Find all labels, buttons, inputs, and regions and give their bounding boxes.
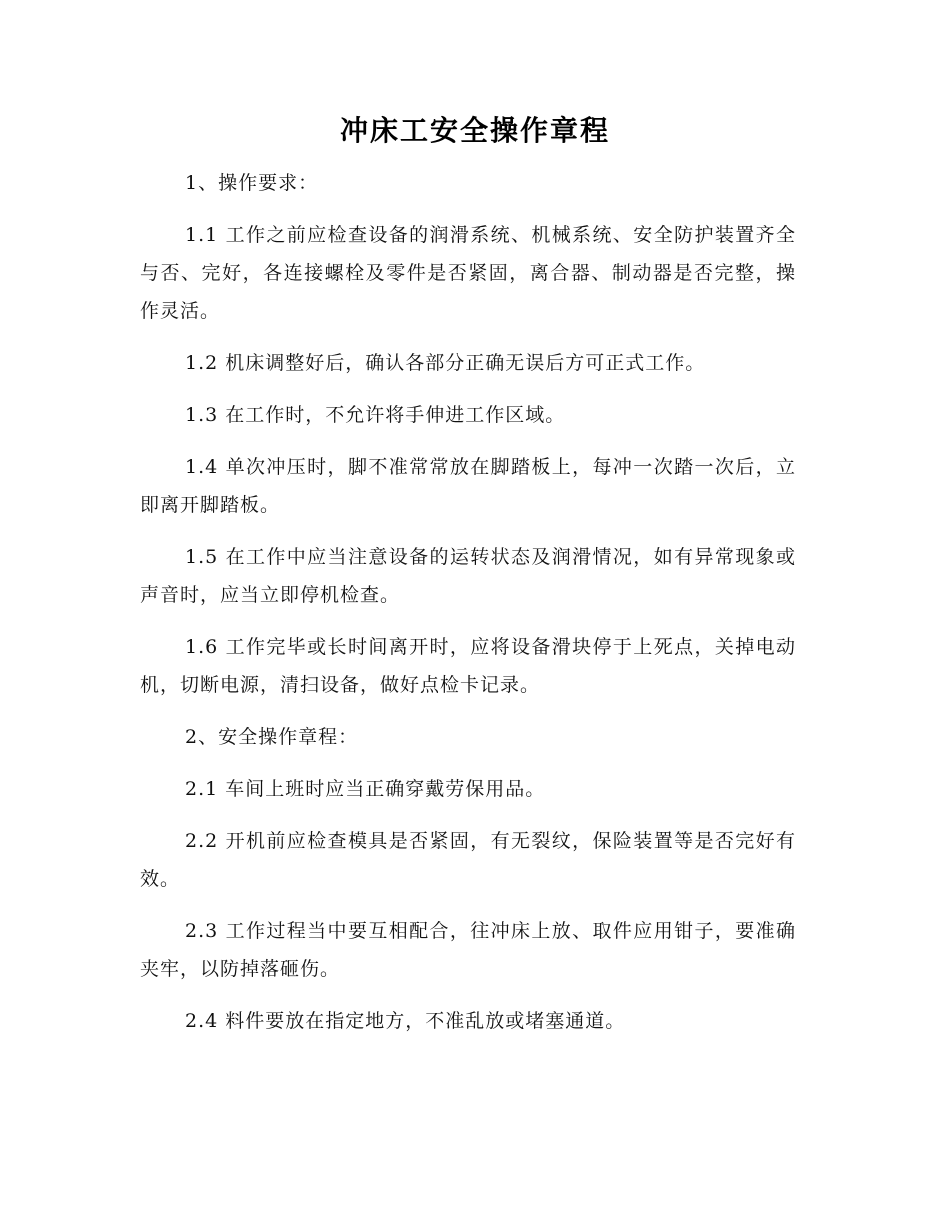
document-title: 冲床工安全操作章程 [339, 114, 610, 147]
paragraph-2-1: 2.1 车间上班时应当正确穿戴劳保用品。 [185, 778, 546, 800]
paragraph-2-2: 2.2 开机前应检查模具是否紧固，有无裂纹，保险装置等是否完好有效。 [140, 830, 796, 890]
document-body [140, 164, 796, 1054]
section-heading-safety-rules: 2、安全操作章程： [185, 726, 359, 748]
section-heading-operation-requirements: 1、操作要求： [185, 172, 319, 194]
paragraph-1-6: 1.6 工作完毕或长时间离开时，应将设备滑块停于上死点，关掉电动机，切断电源，清扫设备，做好点检卡记录。 [140, 636, 796, 696]
paragraph-2-4: 2.4 料件要放在指定地方，不准乱放或堵塞通道。 [185, 1010, 626, 1032]
paragraph-2-3: 2.3 工作过程当中要互相配合，往冲床上放、取件应用钳子，要准确夹牢，以防掉落砸伤。 [140, 920, 796, 980]
paragraph-1-2: 1.2 机床调整好后，确认各部分正确无误后方可正式工作。 [185, 352, 706, 374]
paragraph-1-4: 1.4 单次冲压时，脚不准常常放在脚踏板上，每冲一次踏一次后，立即离开脚踏板。 [140, 456, 796, 516]
paragraph-1-1: 1.1 工作之前应检查设备的润滑系统、机械系统、安全防护装置齐全与否、完好，各连接螺栓及零件是否紧固，离合器、制动器是否完整，操作灵活。 [140, 224, 796, 322]
paragraph-1-5: 1.5 在工作中应当注意设备的运转状态及润滑情况，如有异常现象或声音时，应当立即停机检查。 [140, 546, 796, 606]
paragraph-1-3: 1.3 在工作时，不允许将手伸进工作区域。 [185, 404, 566, 426]
